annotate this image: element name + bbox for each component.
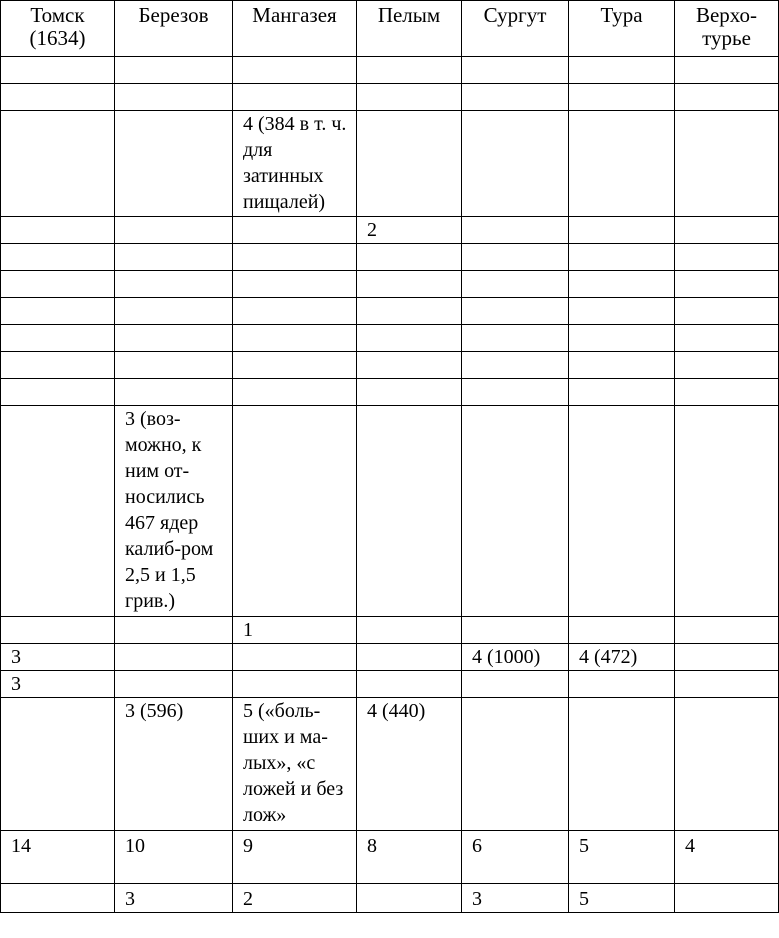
table-row: [1, 884, 779, 913]
table-cell: 6: [462, 831, 569, 884]
column-header: [462, 1, 569, 57]
table-row: [1, 111, 779, 217]
column-header: [1, 1, 115, 57]
table-cell: [115, 379, 233, 406]
table-cell: [1, 84, 115, 111]
header-row: [1, 1, 779, 57]
header-line: (1634): [29, 26, 86, 50]
table-cell: [462, 57, 569, 84]
table-cell: [115, 84, 233, 111]
table-cell: [569, 217, 675, 244]
table-cell: [115, 617, 233, 644]
table-cell: [675, 325, 779, 352]
table-cell: [569, 57, 675, 84]
table-cell: [675, 111, 779, 217]
table-cell: 5 («боль-ших и ма-лых», «с ложей и без лож»: [233, 698, 357, 831]
table-cell: [569, 379, 675, 406]
table-cell: [462, 325, 569, 352]
table-cell: [462, 84, 569, 111]
table-cell: [569, 406, 675, 617]
header-line: Сургут: [483, 3, 547, 27]
table-cell: 5: [569, 831, 675, 884]
table-cell: [1, 111, 115, 217]
header-line: Верхо-: [695, 3, 758, 27]
table-cell: [569, 325, 675, 352]
table-cell: [569, 352, 675, 379]
table-cell: [462, 271, 569, 298]
table-cell: 8: [357, 831, 462, 884]
table-cell: [233, 217, 357, 244]
table-cell: [569, 271, 675, 298]
table-cell: [675, 57, 779, 84]
table-row: [1, 325, 779, 352]
table-cell: 5: [569, 884, 675, 913]
table-cell: [675, 84, 779, 111]
table-row: [1, 84, 779, 111]
table-cell: 4 (1000): [462, 644, 569, 671]
header-line: Мангазея: [252, 3, 337, 27]
table-cell: [569, 84, 675, 111]
table-cell: [357, 111, 462, 217]
table-cell: [675, 884, 779, 913]
column-header: [233, 1, 357, 57]
table-cell: [569, 298, 675, 325]
table-row: [1, 217, 779, 244]
table-cell: 2: [357, 217, 462, 244]
table-cell: [1, 884, 115, 913]
table-cell: [233, 644, 357, 671]
table-cell: [675, 352, 779, 379]
table-cell: [357, 84, 462, 111]
table-cell: [357, 271, 462, 298]
table-cell: [462, 352, 569, 379]
table-row: [1, 831, 779, 884]
table-row: [1, 406, 779, 617]
table-cell: [357, 379, 462, 406]
table-cell: [462, 671, 569, 698]
table-cell: 4 (472): [569, 644, 675, 671]
table-cell: 3: [1, 644, 115, 671]
table-row: [1, 671, 779, 698]
table-row: [1, 379, 779, 406]
table-cell: [1, 325, 115, 352]
table-cell: [115, 271, 233, 298]
table-cell: [357, 352, 462, 379]
table-cell: [115, 325, 233, 352]
column-header: [675, 1, 779, 57]
table-cell: 10: [115, 831, 233, 884]
table-cell: 2: [233, 884, 357, 913]
table-cell: [675, 671, 779, 698]
table-cell: [233, 352, 357, 379]
column-header: [115, 1, 233, 57]
table-cell: 3: [1, 671, 115, 698]
table-cell: [675, 298, 779, 325]
table-cell: [233, 406, 357, 617]
table-cell: [233, 84, 357, 111]
table-cell: [1, 298, 115, 325]
table-cell: [675, 271, 779, 298]
table-cell: 1: [233, 617, 357, 644]
table-cell: [1, 698, 115, 831]
table-cell: 14: [1, 831, 115, 884]
table-cell: [675, 244, 779, 271]
table-cell: [115, 57, 233, 84]
table-cell: [1, 57, 115, 84]
table-row: [1, 352, 779, 379]
table-cell: [357, 57, 462, 84]
table-cell: [1, 406, 115, 617]
table-cell: 4: [675, 831, 779, 884]
table-cell: [1, 617, 115, 644]
table-cell: [357, 325, 462, 352]
table-cell: [115, 217, 233, 244]
table-cell: [462, 406, 569, 617]
table-cell: [675, 617, 779, 644]
table-cell: 4 (440): [357, 698, 462, 831]
header-line: Томск: [30, 3, 85, 27]
table-row: [1, 271, 779, 298]
table-cell: [462, 111, 569, 217]
table-cell: [1, 271, 115, 298]
table-row: [1, 298, 779, 325]
table-cell: [233, 271, 357, 298]
table-cell: [357, 671, 462, 698]
table-row: [1, 644, 779, 671]
table-cell: [1, 244, 115, 271]
table-cell: [569, 244, 675, 271]
table-cell: [115, 298, 233, 325]
table-cell: [233, 325, 357, 352]
table-cell: 3 (596): [115, 698, 233, 831]
table-cell: [1, 217, 115, 244]
table-cell: [569, 698, 675, 831]
table-cell: [569, 671, 675, 698]
table-cell: [675, 217, 779, 244]
header-line: Березов: [138, 3, 209, 27]
table-cell: 3: [115, 884, 233, 913]
table-cell: [462, 244, 569, 271]
table-cell: 3 (воз-можно, к ним от-носились 467 ядер калиб-ром 2,5 и 1,5 грив.): [115, 406, 233, 617]
table-cell: [357, 244, 462, 271]
table-row: [1, 57, 779, 84]
table-cell: [1, 379, 115, 406]
table-row: [1, 698, 779, 831]
table-cell: [115, 644, 233, 671]
header-line: Тура: [600, 3, 643, 27]
column-header: [357, 1, 462, 57]
table-cell: [357, 617, 462, 644]
table-cell: 3: [462, 884, 569, 913]
table-cell: [1, 352, 115, 379]
table-cell: [569, 617, 675, 644]
table-cell: [233, 298, 357, 325]
table-cell: [675, 698, 779, 831]
table-cell: [115, 352, 233, 379]
table-cell: 4 (384 в т. ч. для затинных пищалей): [233, 111, 357, 217]
table-cell: [462, 298, 569, 325]
table-cell: [357, 884, 462, 913]
table-row: [1, 244, 779, 271]
table-cell: 9: [233, 831, 357, 884]
table-cell: [233, 244, 357, 271]
table-cell: [462, 698, 569, 831]
table-cell: [462, 379, 569, 406]
header-line: турье: [702, 26, 751, 50]
table-cell: [357, 298, 462, 325]
table-cell: [115, 244, 233, 271]
table-cell: [462, 617, 569, 644]
table-cell: [233, 671, 357, 698]
table-cell: [675, 379, 779, 406]
table-cell: [115, 111, 233, 217]
table-cell: [675, 406, 779, 617]
table-cell: [675, 644, 779, 671]
table-cell: [569, 111, 675, 217]
column-header: [569, 1, 675, 57]
table-cell: [462, 217, 569, 244]
table-cell: [115, 671, 233, 698]
table-cell: [357, 644, 462, 671]
table-cell: [233, 379, 357, 406]
header-line: Пелым: [377, 3, 441, 27]
table-cell: [233, 57, 357, 84]
table-row: [1, 617, 779, 644]
table-cell: [357, 406, 462, 617]
